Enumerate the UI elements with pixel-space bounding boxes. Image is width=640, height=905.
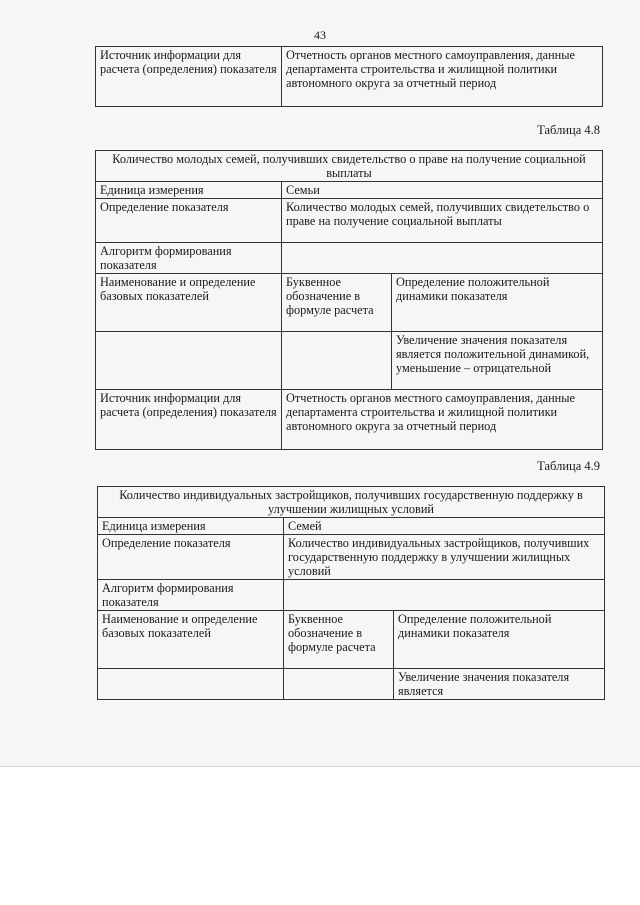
source-value-cell: Отчетность органов местного самоуправления, данные департамента строительства и жилищной политики автономного округа за отчетный период [282, 390, 603, 450]
algorithm-value-cell [282, 243, 603, 274]
dynamics-label-cell: Определение положительной динамики показателя [394, 611, 605, 669]
definition-label-cell: Определение показателя [96, 199, 282, 243]
dynamics-label-cell: Определение положительной динамики показателя [392, 274, 603, 332]
table-title: Количество молодых семей, получивших свидетельство о праве на получение социальной выплаты [96, 151, 603, 182]
source-value-cell: Отчетность органов местного самоуправления, данные департамента строительства и жилищной политики автономного округа за отчетный период [282, 47, 603, 107]
table-row [96, 390, 603, 450]
table-4-9-caption: Таблица 4.9 [537, 459, 600, 473]
table-row [96, 151, 603, 182]
unit-label-cell: Единица измерения [96, 182, 282, 199]
table-row [98, 518, 605, 535]
table-4-8-caption: Таблица 4.8 [537, 123, 600, 137]
table-row [96, 47, 603, 107]
top-table [95, 46, 603, 107]
page-number: 43 [314, 28, 326, 42]
table-row [98, 487, 605, 518]
unit-value-cell: Семьи [282, 182, 603, 199]
base-label-cell: Наименование и определение базовых показателей [98, 611, 284, 669]
source-label-cell: Источник информации для расчета (определения) показателя [96, 390, 282, 450]
letter-label-cell: Буквенное обозначение в формуле расчета [282, 274, 392, 332]
base-label-cell: Наименование и определение базовых показателей [96, 274, 282, 332]
table-row [98, 535, 605, 580]
definition-value-cell: Количество молодых семей, получивших свидетельство о праве на получение социальной выплаты [282, 199, 603, 243]
base-empty-cell [98, 669, 284, 700]
table-4-9 [97, 486, 605, 700]
unit-label-cell: Единица измерения [98, 518, 284, 535]
table-row [96, 332, 603, 390]
table-4-8 [95, 150, 603, 450]
definition-label-cell: Определение показателя [98, 535, 284, 580]
dynamics-value-cell: Увеличение значения показателя является [394, 669, 605, 700]
table-row [98, 669, 605, 700]
table-row [96, 182, 603, 199]
unit-value-cell: Семей [284, 518, 605, 535]
algorithm-value-cell [284, 580, 605, 611]
source-label-cell: Источник информации для расчета (определения) показателя [96, 47, 282, 107]
algorithm-label-cell: Алгоритм формирования показателя [98, 580, 284, 611]
dynamics-value-cell: Увеличение значения показателя является положительной динамикой, уменьшение – отрицательной [392, 332, 603, 390]
letter-empty-cell [284, 669, 394, 700]
base-empty-cell [96, 332, 282, 390]
letter-empty-cell [282, 332, 392, 390]
table-row [96, 243, 603, 274]
table-title: Количество индивидуальных застройщиков, получивших государственную поддержку в улучшении жилищных условий [98, 487, 605, 518]
table-row [98, 611, 605, 669]
table-row [96, 199, 603, 243]
table-row [96, 274, 603, 332]
table-row [98, 580, 605, 611]
algorithm-label-cell: Алгоритм формирования показателя [96, 243, 282, 274]
letter-label-cell: Буквенное обозначение в формуле расчета [284, 611, 394, 669]
definition-value-cell: Количество индивидуальных застройщиков, получивших государственную поддержку в улучшении жилищных условий [284, 535, 605, 580]
